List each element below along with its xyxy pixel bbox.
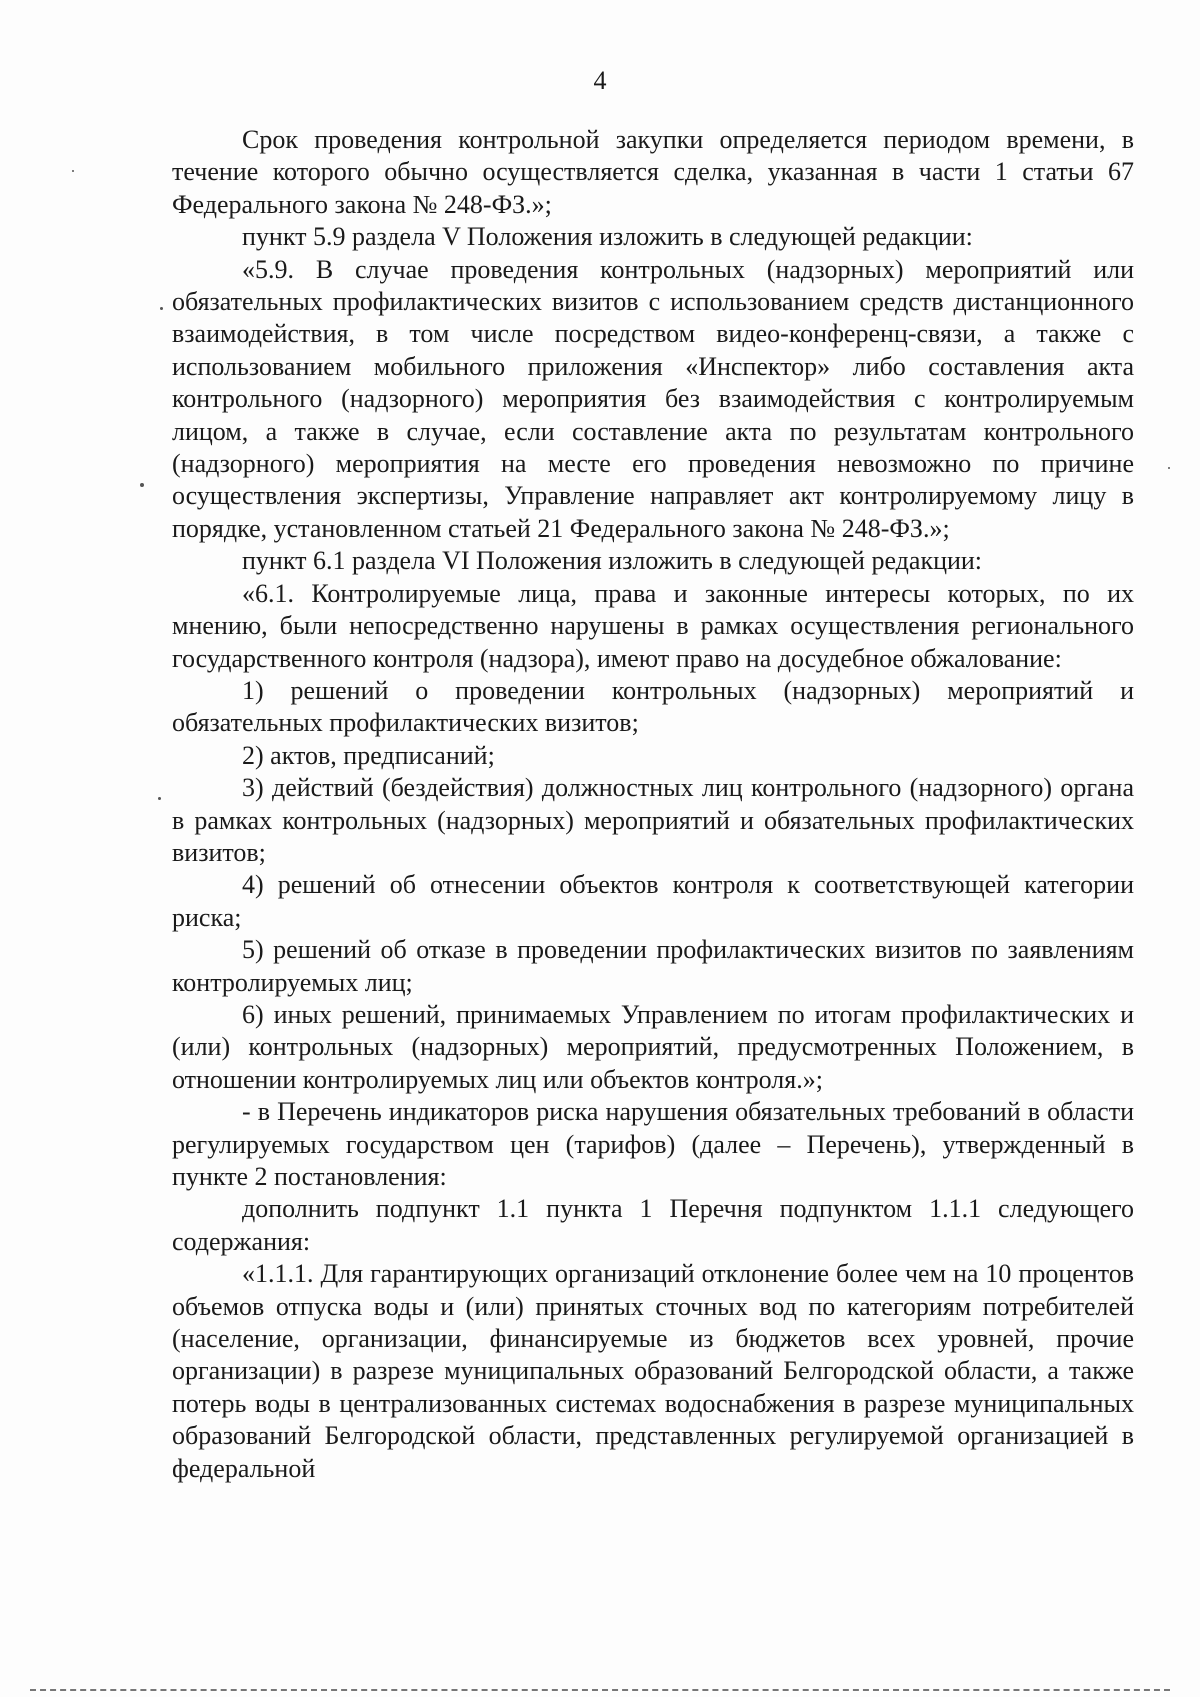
- list-item: 3) действий (бездействия) должностных лиц контрольного (надзорного) органа в рамках контрольных (надзорных) мероприятий и обязательных профилактических визитов;: [172, 773, 1134, 867]
- scan-speck: [1168, 467, 1170, 469]
- paragraph: пункт 5.9 раздела V Положения изложить в следующей редакции:: [242, 222, 973, 252]
- scan-speck: [158, 797, 161, 800]
- document-body: [172, 124, 1134, 1485]
- list-item: 4) решений об отнесении объектов контроля к соответствующей категории риска;: [172, 870, 1134, 932]
- page-number: 4: [593, 66, 607, 95]
- list-item: 5) решений об отказе в проведении профилактических визитов по заявлениям контролируемых лиц;: [172, 935, 1134, 997]
- paragraph: пункт 6.1 раздела VI Положения изложить в следующей редакции:: [242, 546, 983, 576]
- paragraph: Срок проведения контрольной закупки определяется периодом времени, в течение которого обычно осуществляется сделка, указанная в части 1 статьи 67 Федерального закона № 248-ФЗ.»;: [172, 125, 1134, 219]
- list-item: 6) иных решений, принимаемых Управлением по итогам профилактических и (или) контрольных (надзорных) мероприятий, предусмотренных Положением, в отношении контролируемых лиц или объектов контроля.»;: [172, 999, 1134, 1094]
- paragraph: «6.1. Контролируемые лица, права и законные интересы которых, по их мнению, были непосредственно нарушены в рамках осуществления регионального государственного контроля (надзора), имеют право на досудебное обжалование:: [172, 578, 1134, 673]
- paragraph: - в Перечень индикаторов риска нарушения обязательных требований в области регулируемых государством цен (тарифов) (далее – Перечень), утвержденный в пункте 2 постановления:: [172, 1097, 1134, 1191]
- paragraph: «1.1.1. Для гарантирующих организаций отклонение более чем на 10 процентов объемов отпуска воды и (или) принятых сточных вод по категориям потребителей (население, организации, финансируемые из бюджетов всех уровней, прочие организации) в разрезе муниципальных образований Белгородской области, а также потерь воды в централизованных системах водоснабжения в разрезе муниципальных образований Белгородской области, представленных регулируемой организацией в федеральной: [172, 1259, 1134, 1483]
- paragraph: дополнить подпункт 1.1 пункта 1 Перечня подпунктом 1.1.1 следующего содержания:: [172, 1194, 1134, 1256]
- scan-speck: [72, 170, 74, 172]
- list-item: 1) решений о проведении контрольных (надзорных) мероприятий и обязательных профилактических визитов;: [172, 675, 1134, 738]
- scan-speck: [140, 483, 144, 487]
- list-item: 2) актов, предписаний;: [242, 740, 495, 770]
- paragraph: «5.9. В случае проведения контрольных (надзорных) мероприятий или обязательных профилактических визитов с использованием средств дистанционного взаимодействия, в том числе посредством видео-конференц-связи, а также с использованием мобильного приложения «Инспектор» либо составления акта контрольного (надзорного) мероприятия без взаимодействия с контролируемым лицом, а также в случае, если составление акта по результатам контрольного (надзорного) мероприятия на месте его проведения невозможно по причине осуществления экспертизы, Управление направляет акт контролируемому лицу в порядке, установленном статьей 21 Федерального закона № 248-ФЗ.»;: [172, 254, 1134, 543]
- scan-edge-line: [30, 1689, 1170, 1691]
- scan-speck: [160, 307, 163, 310]
